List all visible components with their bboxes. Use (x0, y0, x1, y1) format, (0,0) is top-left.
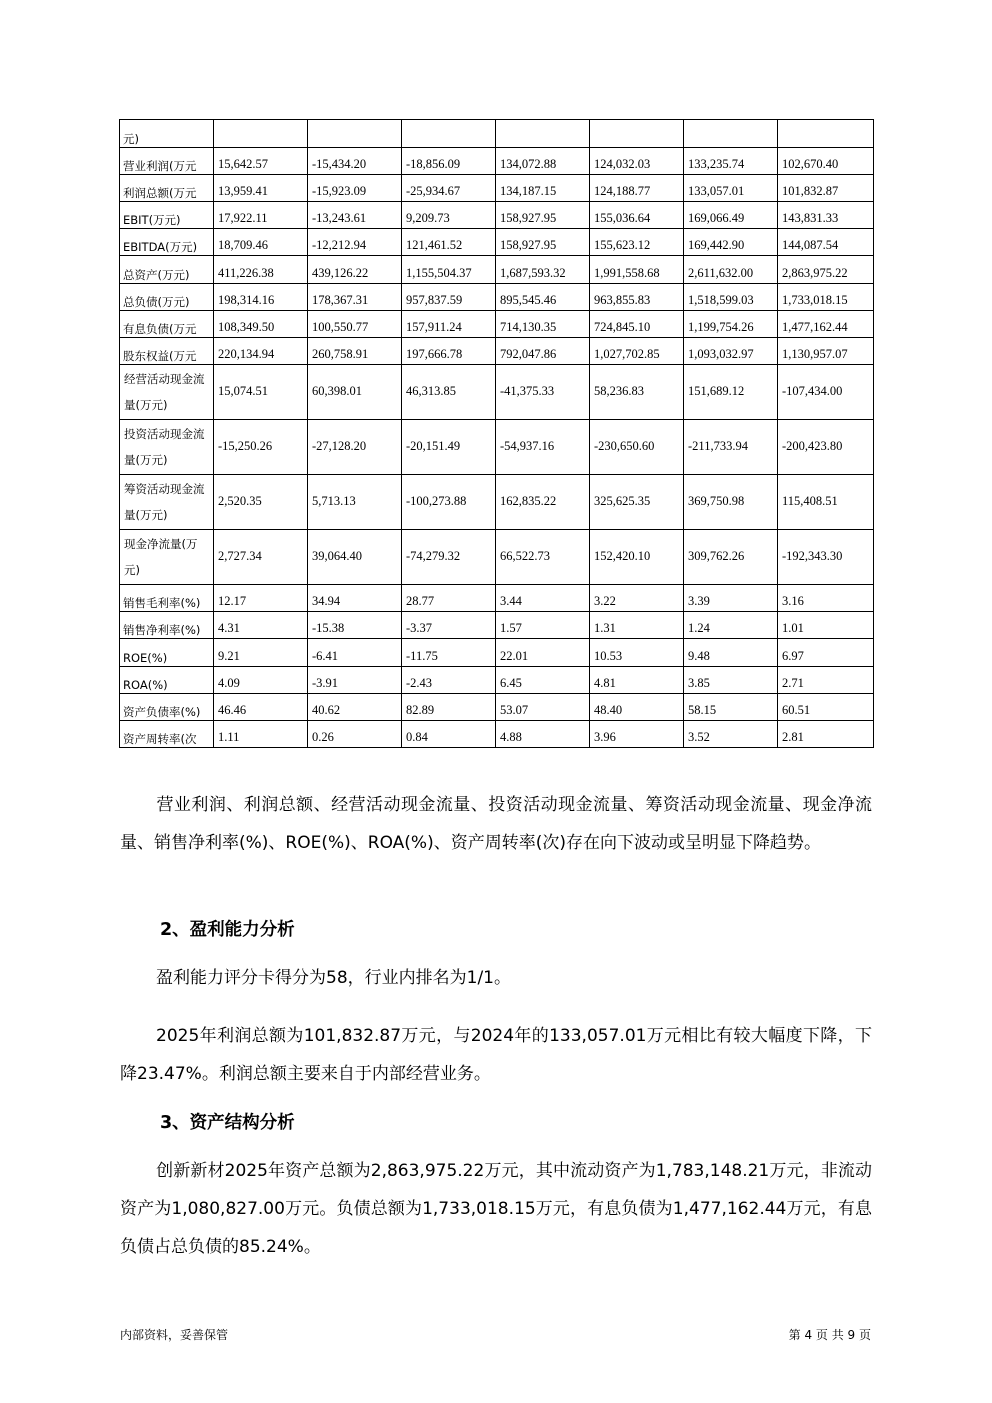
table-cell: 4.88 (496, 721, 590, 748)
table-cell: 155,036.64 (590, 202, 684, 229)
table-cell: 9.21 (214, 639, 308, 667)
table-cell: 134,072.88 (496, 148, 590, 175)
row-label: 资产负债率(%) (120, 694, 214, 721)
row-label: 现金净流量(万元) (120, 530, 214, 585)
table-cell: 1.24 (684, 612, 778, 639)
table-cell: 6.97 (778, 639, 874, 667)
table-cell: 124,032.03 (590, 148, 684, 175)
table-cell: 10.53 (590, 639, 684, 667)
table-cell: 58,236.83 (590, 365, 684, 420)
table-cell: 325,625.35 (590, 475, 684, 530)
table-cell: 963,855.83 (590, 284, 684, 311)
table-cell: 121,461.52 (402, 229, 496, 256)
table-cell: 4.31 (214, 612, 308, 639)
table-cell: -3.37 (402, 612, 496, 639)
table-cell: 2,611,632.00 (684, 256, 778, 284)
section-heading-profitability: 2、盈利能力分析 (160, 920, 295, 940)
table-cell: 144,087.54 (778, 229, 874, 256)
table-cell: 2.71 (778, 667, 874, 694)
table-cell: 102,670.40 (778, 148, 874, 175)
table-cell: 9,209.73 (402, 202, 496, 229)
table-cell: 5,713.13 (308, 475, 402, 530)
table-cell: -25,934.67 (402, 175, 496, 202)
table-cell (308, 120, 402, 148)
table-cell: 60.51 (778, 694, 874, 721)
row-label: 销售毛利率(%) (120, 585, 214, 612)
table-cell: 1,155,504.37 (402, 256, 496, 284)
row-label: 销售净利率(%) (120, 612, 214, 639)
table-cell: 18,709.46 (214, 229, 308, 256)
table-cell: 1,477,162.44 (778, 311, 874, 338)
table-cell: 152,420.10 (590, 530, 684, 585)
table-cell: 309,762.26 (684, 530, 778, 585)
table-cell: 3.52 (684, 721, 778, 748)
table-cell: 1,027,702.85 (590, 338, 684, 365)
table-cell: 1.57 (496, 612, 590, 639)
table-cell: 0.84 (402, 721, 496, 748)
table-cell: 198,314.16 (214, 284, 308, 311)
table-cell: 39,064.40 (308, 530, 402, 585)
table-cell: -6.41 (308, 639, 402, 667)
table-cell: 15,642.57 (214, 148, 308, 175)
table-cell: 13,959.41 (214, 175, 308, 202)
table-cell: 58.15 (684, 694, 778, 721)
table-cell: 151,689.12 (684, 365, 778, 420)
table-cell: 66,522.73 (496, 530, 590, 585)
table-cell: 895,545.46 (496, 284, 590, 311)
table-cell: 3.22 (590, 585, 684, 612)
table-cell: 6.45 (496, 667, 590, 694)
table-cell: -41,375.33 (496, 365, 590, 420)
table-cell: 220,134.94 (214, 338, 308, 365)
row-label: EBIT(万元) (120, 202, 214, 229)
table-cell: -13,243.61 (308, 202, 402, 229)
table-cell (402, 120, 496, 148)
table-cell (214, 120, 308, 148)
summary-paragraph: 营业利润、利润总额、经营活动现金流量、投资活动现金流量、筹资活动现金流量、现金净流量、销售净利率(%)、ROE(%)、ROA(%)、资产周转率(次)存在向下波动或呈明显下降趋势。 (120, 795, 872, 853)
row-label: ROE(%) (120, 639, 214, 667)
row-label: 总资产(万元) (120, 256, 214, 284)
row-label: EBITDA(万元) (120, 229, 214, 256)
table-row (120, 721, 874, 748)
table-cell: 60,398.01 (308, 365, 402, 420)
table-cell: 108,349.50 (214, 311, 308, 338)
table-row (120, 148, 874, 175)
table-row (120, 667, 874, 694)
footer-confidential-note: 内部资料，妥善保管 (120, 1328, 229, 1342)
asset-structure-paragraph: 创新新材2025年资产总额为2,863,975.22万元，其中流动资产为1,783,148.21万元，非流动资产为1,080,827.00万元。负债总额为1,733,018.15万元，有息负债为1,477,162.44万元，有息负债占总负债的85.24%。 (120, 1161, 872, 1257)
table-cell: 17,922.11 (214, 202, 308, 229)
row-label: 资产周转率(次 (120, 721, 214, 748)
table-cell: 178,367.31 (308, 284, 402, 311)
table-row (120, 256, 874, 284)
table-cell: 162,835.22 (496, 475, 590, 530)
row-label: 利润总额(万元 (120, 175, 214, 202)
table-row (120, 284, 874, 311)
table-cell: 957,837.59 (402, 284, 496, 311)
table-cell: 46,313.85 (402, 365, 496, 420)
table-cell: 2.81 (778, 721, 874, 748)
table-cell: 12.17 (214, 585, 308, 612)
table-cell: 158,927.95 (496, 202, 590, 229)
table-cell: 22.01 (496, 639, 590, 667)
table-cell: 1.01 (778, 612, 874, 639)
table-cell: 115,408.51 (778, 475, 874, 530)
table-cell: 169,066.49 (684, 202, 778, 229)
table-row (120, 338, 874, 365)
table-cell: 34.94 (308, 585, 402, 612)
table-cell: -20,151.49 (402, 420, 496, 475)
table-cell: 1,130,957.07 (778, 338, 874, 365)
table-cell: 3.44 (496, 585, 590, 612)
table-cell: 3.85 (684, 667, 778, 694)
table-cell (684, 120, 778, 148)
table-cell: -18,856.09 (402, 148, 496, 175)
table-cell: -211,733.94 (684, 420, 778, 475)
table-cell: 3.96 (590, 721, 684, 748)
table-row (120, 229, 874, 256)
table-row (120, 120, 874, 148)
profitability-score-paragraph: 盈利能力评分卡得分为58，行业内排名为1/1。 (156, 968, 511, 988)
table-cell: 1,093,032.97 (684, 338, 778, 365)
table-cell: 724,845.10 (590, 311, 684, 338)
table-cell: -54,937.16 (496, 420, 590, 475)
row-label: 投资活动现金流量(万元) (120, 420, 214, 475)
row-label: 总负债(万元) (120, 284, 214, 311)
table-row (120, 175, 874, 202)
table-cell: 1,733,018.15 (778, 284, 874, 311)
profit-total-paragraph: 2025年利润总额为101,832.87万元，与2024年的133,057.01万元相比有较大幅度下降，下降23.47%。利润总额主要来自于内部经营业务。 (120, 1026, 872, 1084)
table-cell: 714,130.35 (496, 311, 590, 338)
table-row (120, 530, 874, 585)
table-cell: -15.38 (308, 612, 402, 639)
row-label: 有息负债(万元 (120, 311, 214, 338)
table-cell: 1.11 (214, 721, 308, 748)
table-row (120, 612, 874, 639)
table-cell: -12,212.94 (308, 229, 402, 256)
table-cell: 411,226.38 (214, 256, 308, 284)
table-cell: 48.40 (590, 694, 684, 721)
table-cell: -2.43 (402, 667, 496, 694)
table-body (120, 120, 874, 748)
section-heading-asset-structure: 3、资产结构分析 (160, 1113, 295, 1133)
table-cell: 260,758.91 (308, 338, 402, 365)
table-cell: 158,927.95 (496, 229, 590, 256)
financial-indicators-table (119, 119, 874, 748)
row-label: 筹资活动现金流量(万元) (120, 475, 214, 530)
table-row (120, 639, 874, 667)
table-cell: 9.48 (684, 639, 778, 667)
table-cell: 3.16 (778, 585, 874, 612)
table-cell: -15,923.09 (308, 175, 402, 202)
table-cell: 134,187.15 (496, 175, 590, 202)
table-cell: 28.77 (402, 585, 496, 612)
table-cell: -3.91 (308, 667, 402, 694)
table-cell: -230,650.60 (590, 420, 684, 475)
table-cell: -100,273.88 (402, 475, 496, 530)
table-cell: -27,128.20 (308, 420, 402, 475)
table-cell: -15,434.20 (308, 148, 402, 175)
table-cell: 133,057.01 (684, 175, 778, 202)
table-cell: 155,623.12 (590, 229, 684, 256)
table-cell (496, 120, 590, 148)
table-row (120, 585, 874, 612)
table-cell: 1.31 (590, 612, 684, 639)
table-row (120, 311, 874, 338)
row-label: 营业利润(万元 (120, 148, 214, 175)
table-cell: -192,343.30 (778, 530, 874, 585)
table-cell: 40.62 (308, 694, 402, 721)
table-cell: -107,434.00 (778, 365, 874, 420)
table-cell: 100,550.77 (308, 311, 402, 338)
table-cell (590, 120, 684, 148)
table-cell: 2,727.34 (214, 530, 308, 585)
table-cell: 197,666.78 (402, 338, 496, 365)
table-cell: 2,520.35 (214, 475, 308, 530)
table-cell: 1,687,593.32 (496, 256, 590, 284)
table-cell: 4.81 (590, 667, 684, 694)
table-cell: 53.07 (496, 694, 590, 721)
row-label: ROA(%) (120, 667, 214, 694)
table-cell: -15,250.26 (214, 420, 308, 475)
table-row (120, 420, 874, 475)
table-cell: 46.46 (214, 694, 308, 721)
row-label: 股东权益(万元 (120, 338, 214, 365)
table-row (120, 202, 874, 229)
table-cell: -74,279.32 (402, 530, 496, 585)
table-cell: 82.89 (402, 694, 496, 721)
table-cell: 4.09 (214, 667, 308, 694)
table-cell (778, 120, 874, 148)
table-cell: 157,911.24 (402, 311, 496, 338)
table-cell: 101,832.87 (778, 175, 874, 202)
table-cell: 1,199,754.26 (684, 311, 778, 338)
table-cell: 133,235.74 (684, 148, 778, 175)
table-cell: 124,188.77 (590, 175, 684, 202)
row-label: 经营活动现金流量(万元) (120, 365, 214, 420)
table-row (120, 694, 874, 721)
table-cell: 3.39 (684, 585, 778, 612)
table-cell: 0.26 (308, 721, 402, 748)
table-cell: 2,863,975.22 (778, 256, 874, 284)
table-row (120, 365, 874, 420)
table-cell: 1,518,599.03 (684, 284, 778, 311)
table-cell: 169,442.90 (684, 229, 778, 256)
table-cell: -11.75 (402, 639, 496, 667)
table-cell: 792,047.86 (496, 338, 590, 365)
table-cell: 143,831.33 (778, 202, 874, 229)
row-label: 元) (120, 120, 214, 148)
table-cell: 439,126.22 (308, 256, 402, 284)
table-cell: 369,750.98 (684, 475, 778, 530)
table-cell: 1,991,558.68 (590, 256, 684, 284)
table-cell: 15,074.51 (214, 365, 308, 420)
table-row (120, 475, 874, 530)
table-cell: -200,423.80 (778, 420, 874, 475)
footer-page-number: 第 4 页 共 9 页 (788, 1328, 871, 1342)
